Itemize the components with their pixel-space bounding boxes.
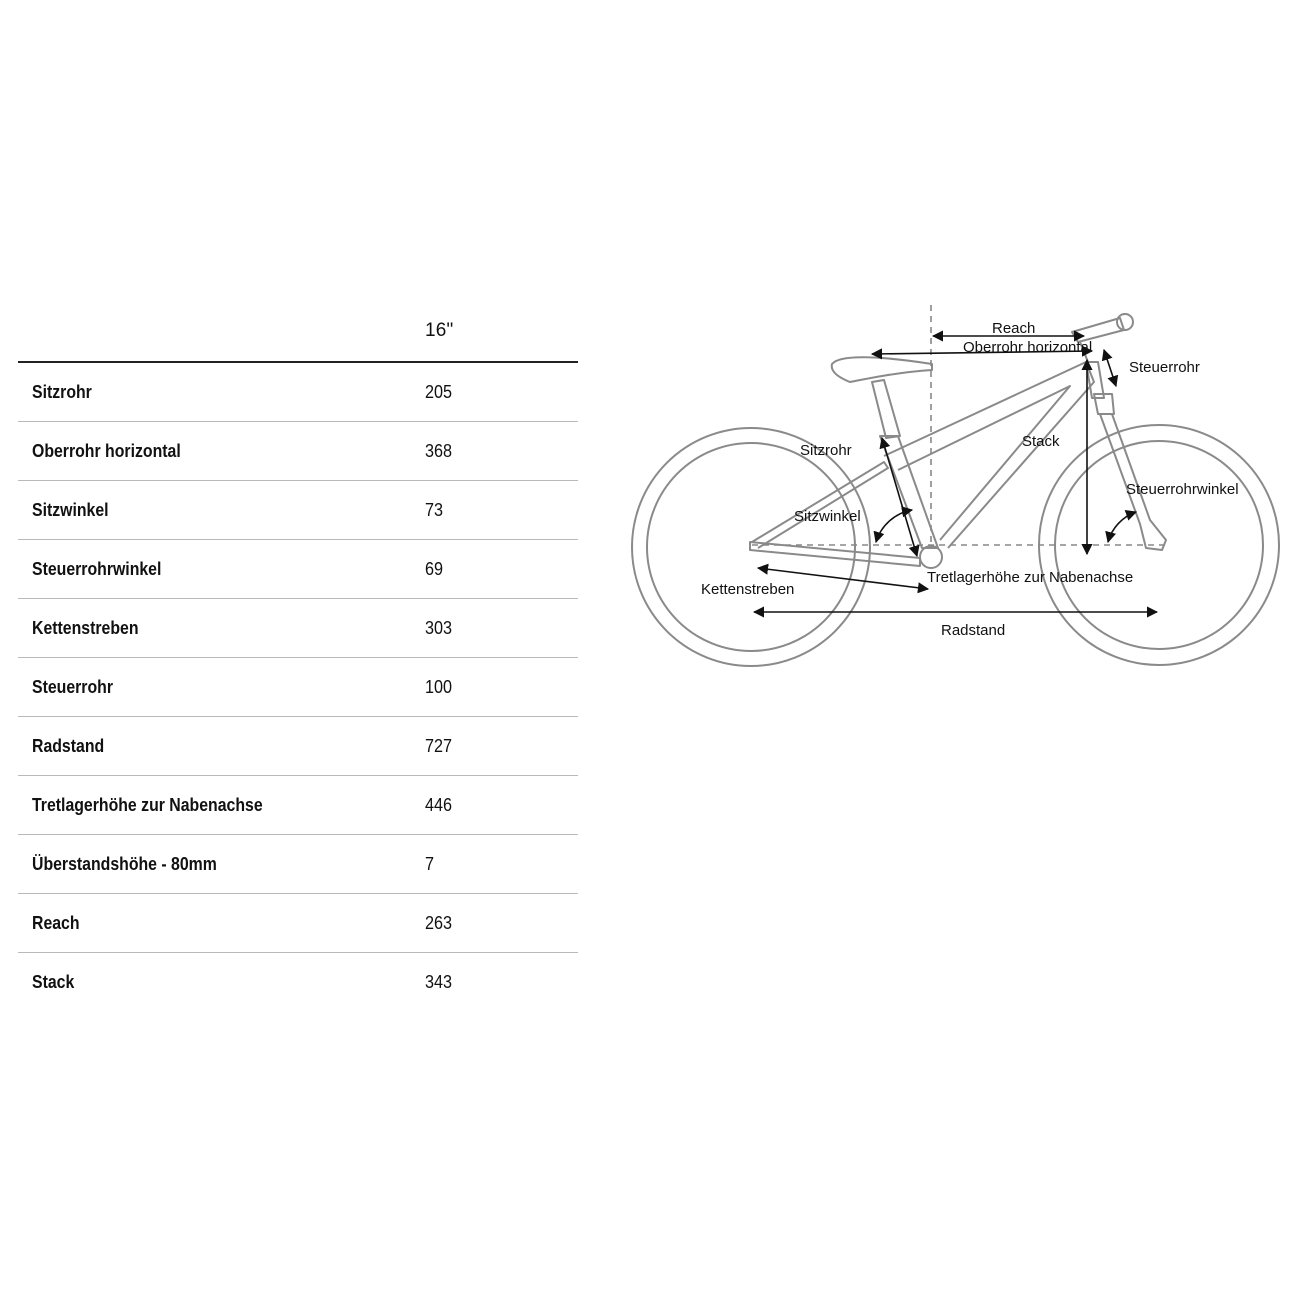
row-label: Radstand (32, 736, 105, 756)
label-stack: Stack (1022, 433, 1060, 450)
table-row-radstand (18, 717, 578, 776)
table-row-oberrohr (18, 422, 578, 481)
row-value: 263 (425, 913, 453, 933)
table-row-kettenstreben (18, 599, 578, 658)
table-row-stack (18, 953, 578, 1011)
frame-size-header: 16" (425, 320, 454, 341)
row-label: Sitzwinkel (32, 500, 109, 520)
label-reach: Reach (992, 320, 1036, 337)
row-value: 303 (425, 618, 453, 638)
row-label: Stack (32, 972, 75, 992)
table-row-sitzrohr (18, 363, 578, 422)
row-value: 73 (425, 500, 444, 520)
row-label: Kettenstreben (32, 618, 139, 638)
row-value: 343 (425, 972, 453, 992)
row-value: 100 (425, 677, 453, 697)
row-label: Oberrohr horizontal (32, 441, 181, 461)
label-oberrohr-horizontal: Oberrohr horizontal (963, 339, 1093, 356)
row-label: Steuerrohrwinkel (32, 559, 162, 579)
row-label: Steuerrohr (32, 677, 113, 697)
bike-geometry-diagram (620, 290, 1300, 690)
row-label: Sitzrohr (32, 382, 92, 402)
label-kettenstreben: Kettenstreben (701, 581, 795, 598)
table-row-ueberstandshoehe (18, 835, 578, 894)
row-value: 368 (425, 441, 453, 461)
geometry-table (18, 302, 578, 1011)
table-row-sitzwinkel (18, 481, 578, 540)
table-row-reach (18, 894, 578, 953)
label-sitzrohr: Sitzrohr (800, 442, 852, 459)
table-row-tretlagerhoehe (18, 776, 578, 835)
row-value: 7 (425, 854, 435, 874)
label-radstand: Radstand (941, 622, 1006, 639)
label-steuerrohrwinkel: Steuerrohrwinkel (1126, 481, 1239, 498)
row-label: Reach (32, 913, 80, 933)
row-value: 446 (425, 795, 453, 815)
row-value: 727 (425, 736, 453, 756)
label-steuerrohr: Steuerrohr (1129, 359, 1200, 376)
table-header (18, 302, 578, 363)
row-value: 205 (425, 382, 453, 402)
table-row-steuerrohrwinkel (18, 540, 578, 599)
row-label: Tretlagerhöhe zur Nabenachse (32, 795, 263, 815)
table-row-steuerrohr (18, 658, 578, 717)
row-label: Überstandshöhe - 80mm (32, 854, 217, 874)
label-sitzwinkel: Sitzwinkel (794, 508, 861, 525)
label-tretlagerhoehe: Tretlagerhöhe zur Nabenachse (927, 569, 1134, 586)
row-value: 69 (425, 559, 444, 579)
